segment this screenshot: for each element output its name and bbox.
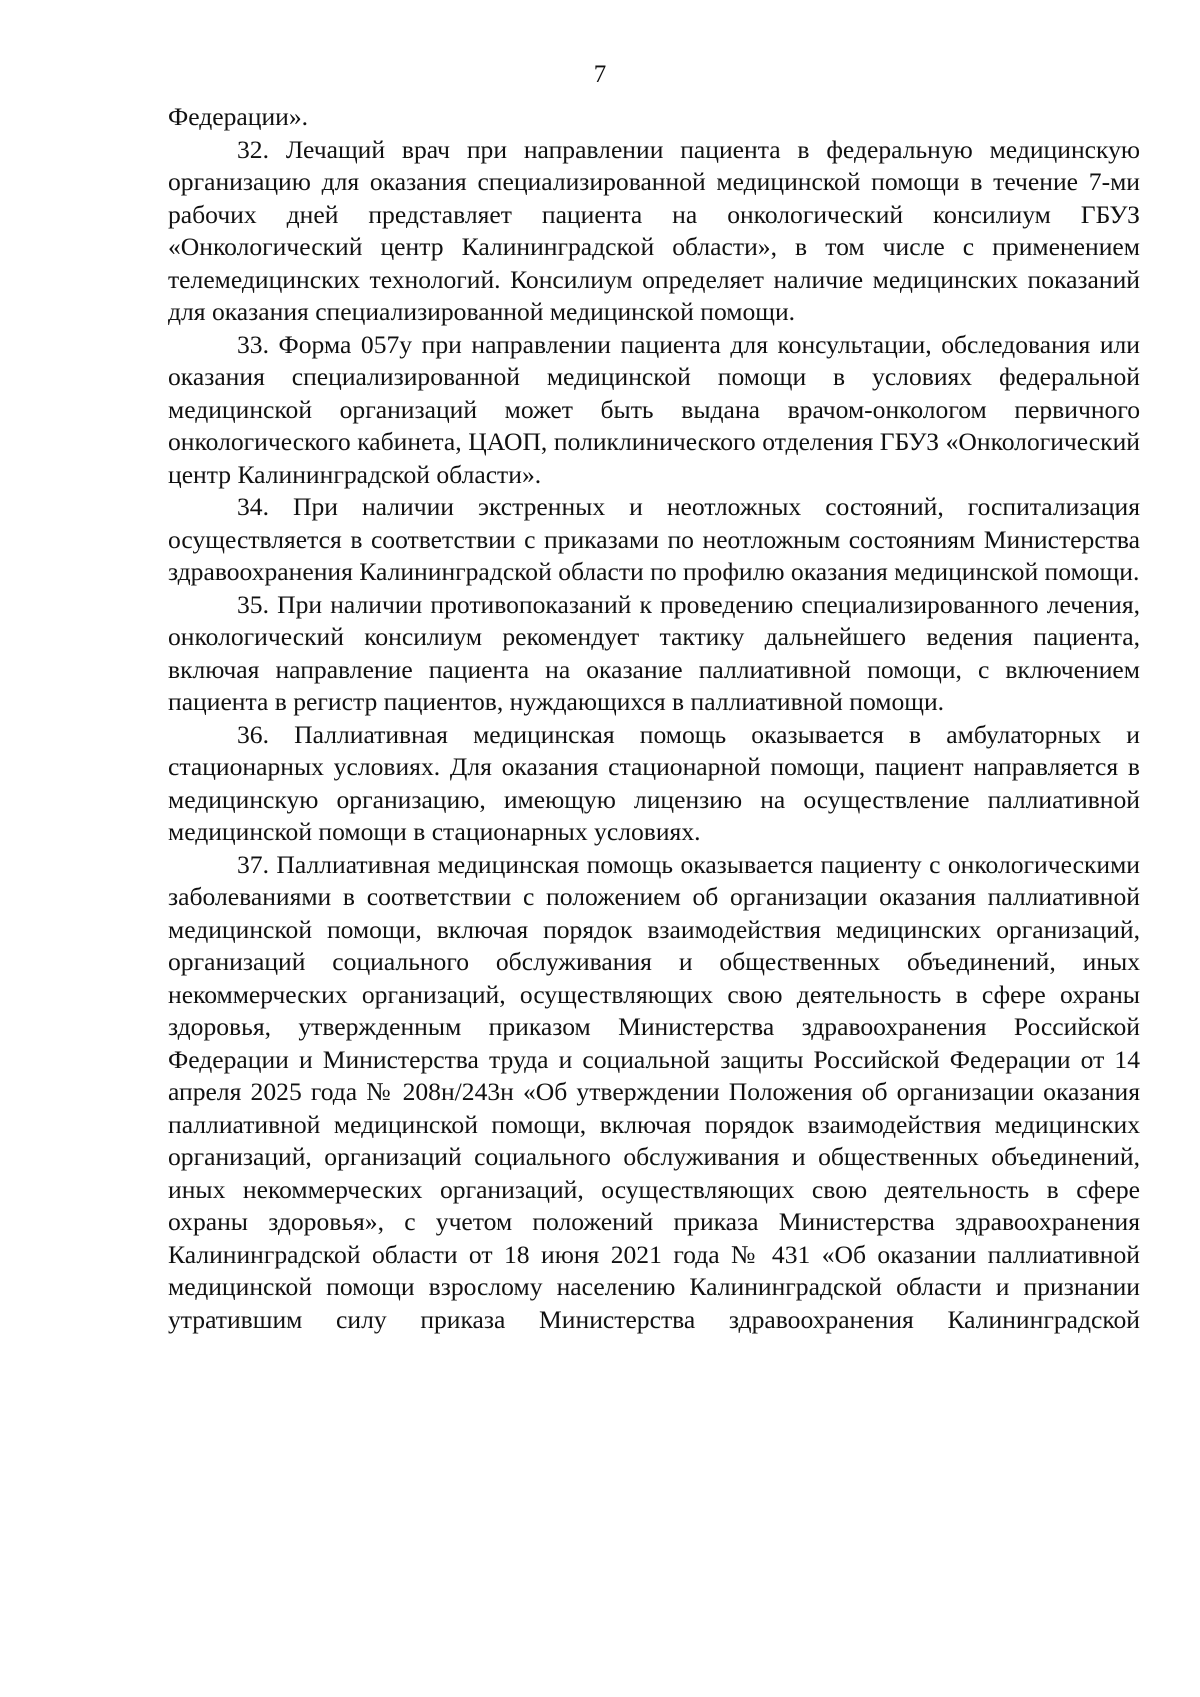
page-number: 7 <box>593 61 607 88</box>
document-body <box>168 101 1140 1336</box>
paragraph-continuation: Федерации». <box>168 102 309 131</box>
paragraph-33: 33. Форма 057у при направлении пациента для консультации, обследования или оказания специализированной медицинской помощи в условиях федеральной медицинской организаций может быть выдана врачом-онкологом первичного онкологического кабинета, ЦАОП, поликлинического отделения ГБУЗ «Онкологический центр Калининградской области». <box>168 329 1140 489</box>
paragraph-35: 35. При наличии противопоказаний к проведению специализированного лечения, онкологический консилиум рекомендует тактику дальнейшего ведения пациента, включая направление пациента на оказание паллиативной помощи, с включением пациента в регистр пациентов, нуждающихся в паллиативной помощи. <box>168 589 1140 716</box>
paragraph-36: 36. Паллиативная медицинская помощь оказывается в амбулаторных и стационарных условиях. Для оказания стационарной помощи, пациент направляется в медицинскую организацию, имеющую лицензию на осуществление паллиативной медицинской помощи в стационарных условиях. <box>168 719 1140 846</box>
paragraph-32: 32. Лечащий врач при направлении пациента в федеральную медицинскую организацию для оказания специализированной медицинской помощи в течение 7-ми рабочих дней представляет пациента на онкологический консилиум ГБУЗ «Онкологический центр Калининградской области», в том числе с применением телемедицинских технологий. Консилиум определяет наличие медицинских показаний для оказания специализированной медицинской помощи. <box>168 134 1140 326</box>
paragraph-37: 37. Паллиативная медицинская помощь оказывается пациенту с онкологическими заболеваниями в соответствии с положением об организации оказания паллиативной медицинской помощи, включая порядок взаимодействия медицинских организаций, организаций социального обслуживания и общественных объединений, иных некоммерческих организаций, осуществляющих свою деятельность в сфере охраны здоровья, утвержденным приказом Министерства здравоохранения Российской Федерации и Министерства труда и социальной защиты Российской Федерации от 14 апреля 2025 года № 208н/243н «Об утверждении Положения об организации оказания паллиативной медицинской помощи, включая порядок взаимодействия медицинских организаций, организаций социального обслуживания и общественных объединений, иных некоммерческих организаций, осуществляющих свою деятельность в сфере охраны здоровья», с учетом положений приказа Министерства здравоохранения Калининградской области от 18 июня 2021 года № 431 «Об оказании паллиативной медицинской помощи взрослому населению Калининградской области и признании утратившим силу приказа Министерства здравоохранения Калининградской <box>168 849 1140 1334</box>
paragraph-34: 34. При наличии экстренных и неотложных состояний, госпитализация осуществляется в соответствии с приказами по неотложным состояниям Министерства здравоохранения Калининградской области по профилю оказания медицинской помощи. <box>168 492 1140 586</box>
